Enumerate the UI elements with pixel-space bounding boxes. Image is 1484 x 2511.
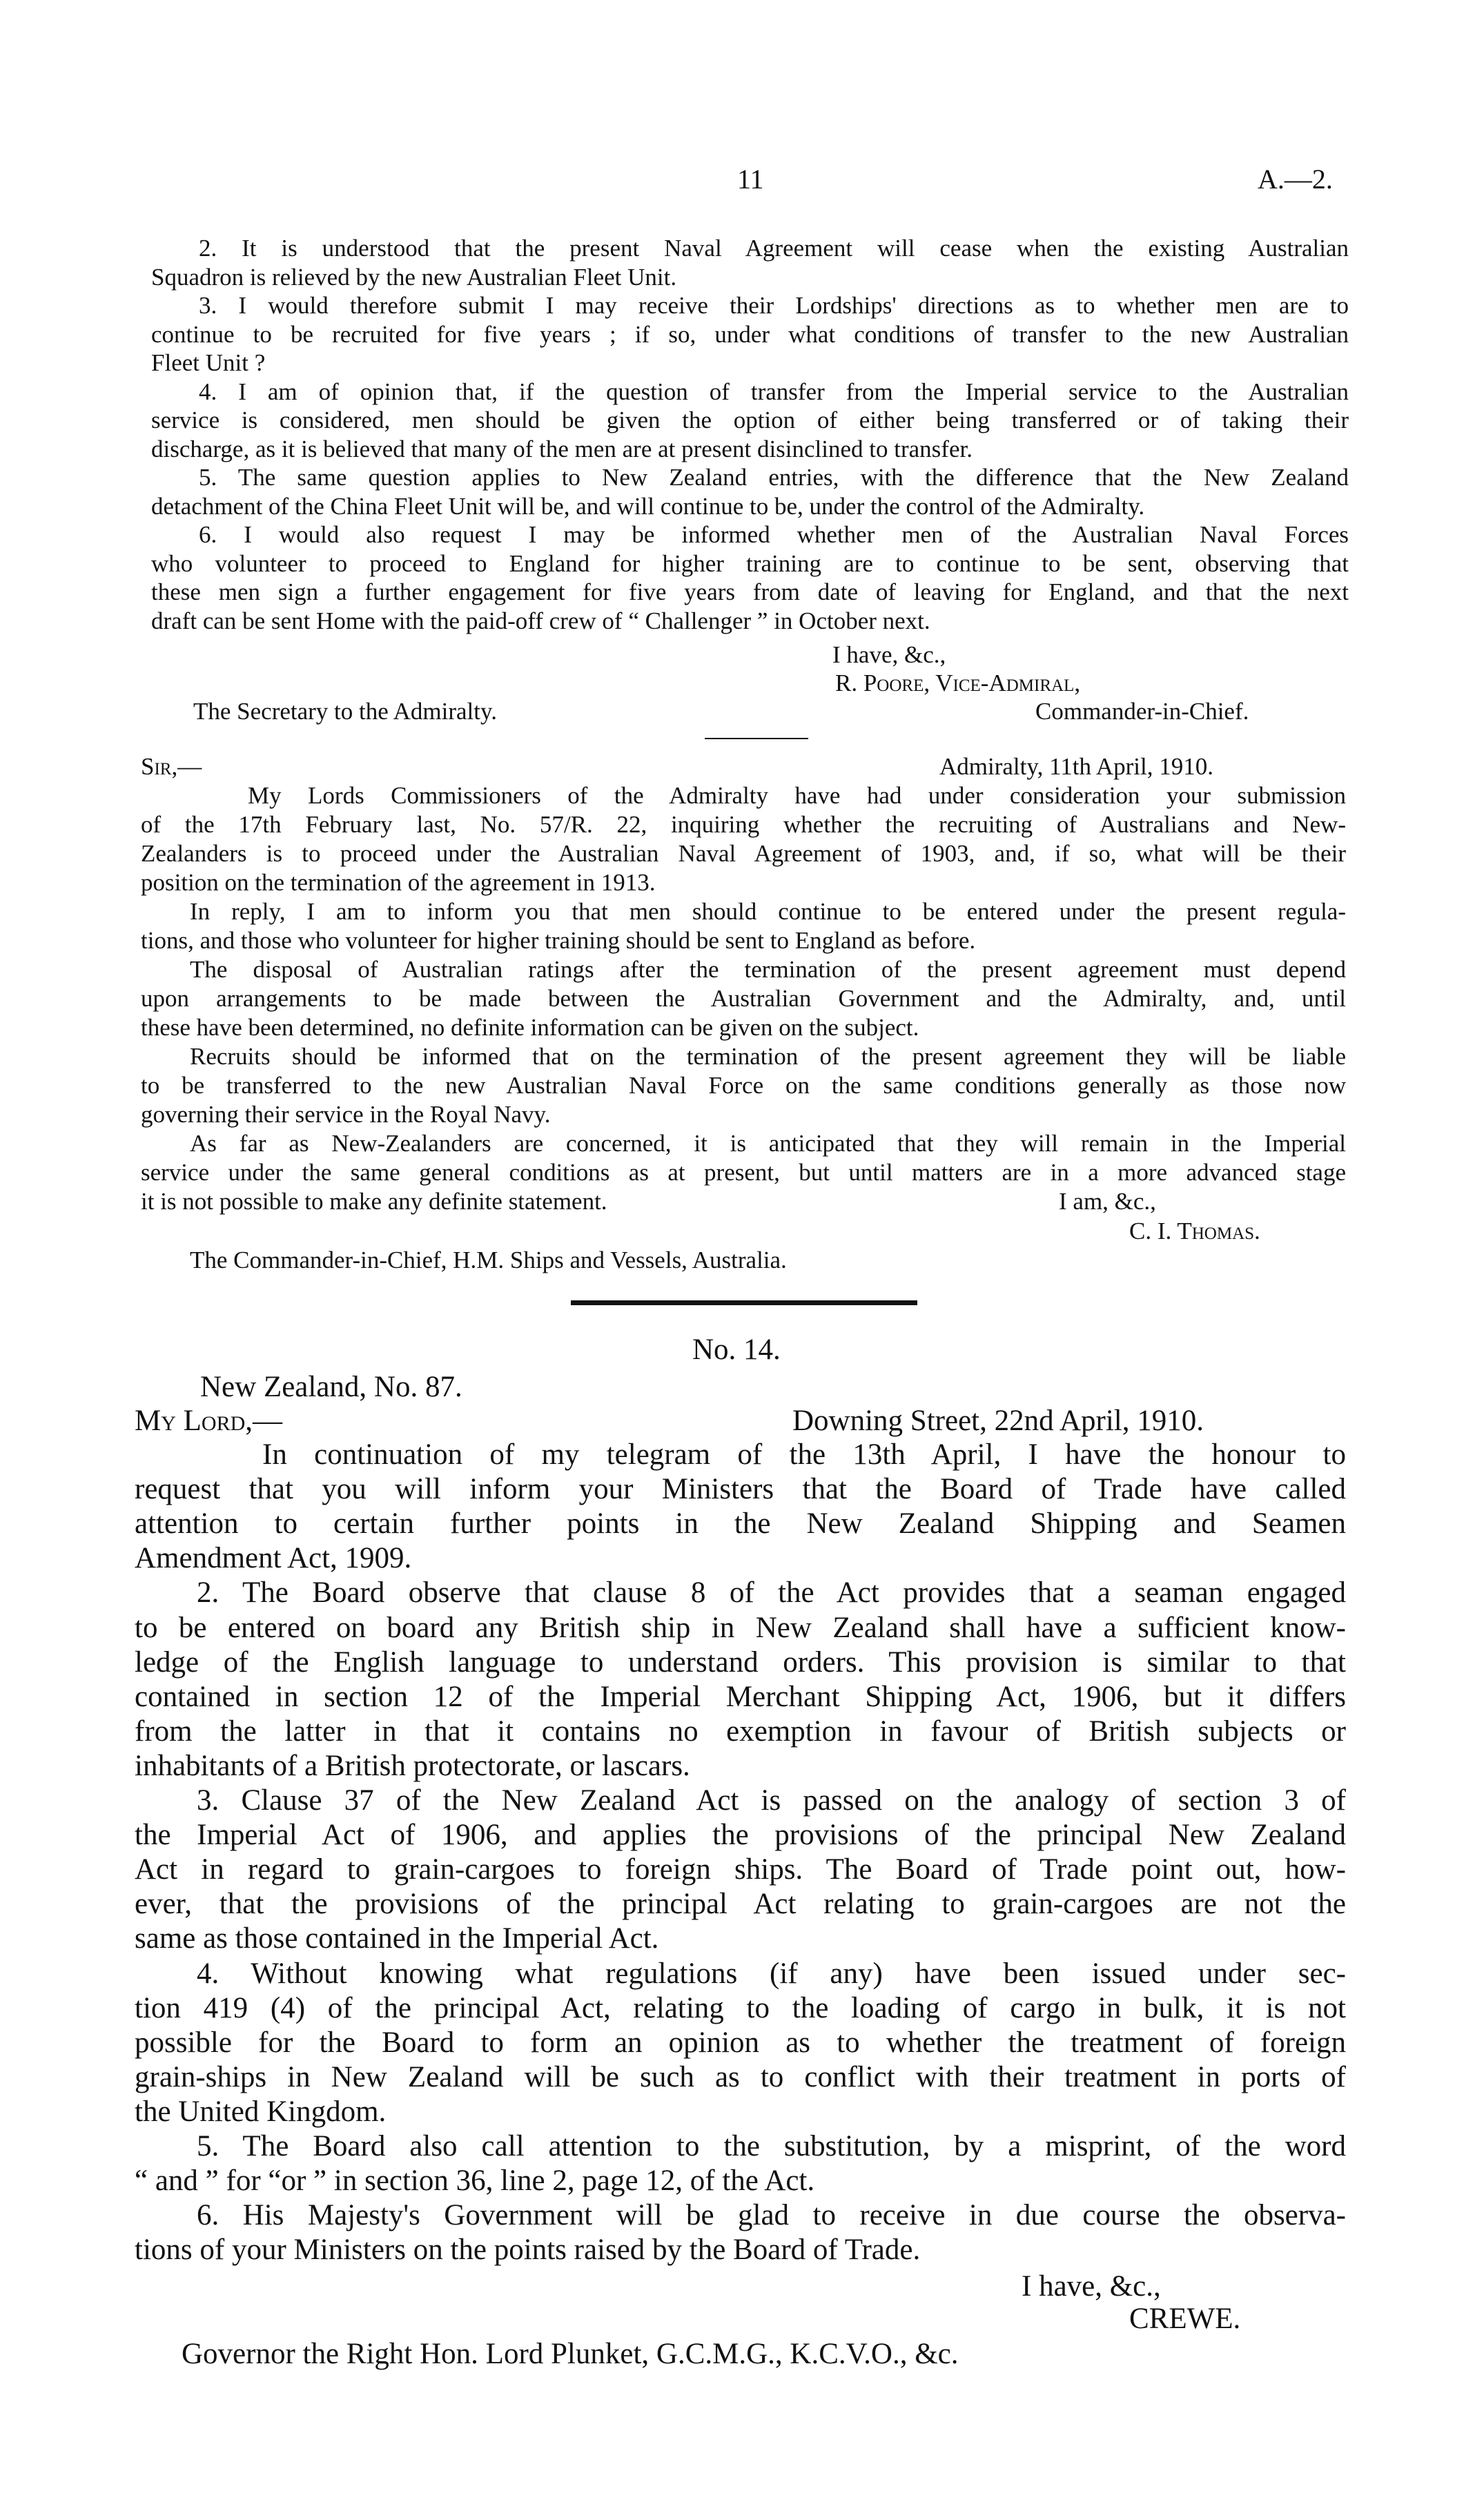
text-line: request that you will inform your Ministers that the Board of Trade have called [135,1473,1346,1506]
text-line: position on the termination of the agreement in 1913. [141,869,656,896]
text-line: these men sign a further engagement for five years from date of leaving for England, and that the next [151,578,1349,605]
date-line: Downing Street, 22nd April, 1910. [792,1405,1204,1437]
text-line: to be transferred to the new Australian Naval Force on the same conditions generally as those now [141,1072,1346,1099]
closing: I am, &c., [1059,1188,1156,1215]
section-divider [571,1300,917,1305]
text-line: Act in regard to grain-cargoes to foreign ships. The Board of Trade point out, how- [135,1853,1346,1886]
text-line: tion 419 (4) of the principal Act, relating to the loading of cargo in bulk, it is not [135,1991,1346,2024]
text-line: tions, and those who volunteer for higher training should be sent to England as before. [141,927,976,954]
addressee: The Commander-in-Chief, H.M. Ships and Vessels, Australia. [190,1247,787,1273]
text-line: Amendment Act, 1909. [135,1542,412,1575]
paper-reference: A.—2. [1258,164,1333,195]
text-line: Fleet Unit ? [151,349,266,376]
text-line: The disposal of Australian ratings after the termination of the present agreement must depend [190,956,1346,983]
text-line: upon arrangements to be made between the Australian Government and the Admiralty, and, until [141,985,1346,1012]
text-line: Recruits should be informed that on the termination of the present agreement they will be liable [190,1043,1346,1070]
text-line: to be entered on board any British ship in New Zealand shall have a sufficient know- [135,1611,1346,1644]
text-line: 3. Clause 37 of the New Zealand Act is passed on the analogy of section 3 of [197,1784,1346,1817]
text-line: 5. The Board also call attention to the substitution, by a misprint, of the word [197,2130,1346,2162]
text-line: As far as New-Zealanders are concerned, it is anticipated that they will remain in the Imperial [190,1130,1346,1157]
text-line: service under the same general conditions as at present, but until matters are in a more advanced stage [141,1159,1346,1186]
text-line: it is not possible to make any definite statement. [141,1188,607,1215]
text-line: “ and ” for “or ” in section 36, line 2, page 12, of the Act. [135,2165,815,2198]
date-line: Admiralty, 11th April, 1910. [939,753,1213,780]
text-line: same as those contained in the Imperial Act. [135,1922,659,1955]
text-line: governing their service in the Royal Navy. [141,1101,551,1128]
signature: C. I. Thomas. [1129,1218,1260,1244]
text-line: ever, that the provisions of the principal Act relating to grain-cargoes are not the [135,1888,1346,1921]
text-line: from the latter in that it contains no exemption in favour of British subjects or [135,1714,1346,1748]
text-line: of the 17th February last, No. 57/R. 22, inquiring whether the recruiting of Australians and New- [141,811,1346,838]
text-line: 4. Without knowing what regulations (if any) have been issued under sec- [197,1957,1346,1990]
text-line: 3. I would therefore submit I may receive their Lordships' directions as to whether men are to [199,292,1349,319]
closing: I have, &c., [1022,2270,1161,2303]
text-line: In continuation of my telegram of the 13th April, I have the honour to [262,1438,1346,1471]
text-line: Squadron is relieved by the new Australian Fleet Unit. [151,263,677,291]
text-line: continue to be recruited for five years ; if so, under what conditions of transfer to the new Australian [151,320,1349,348]
text-line: My Lords Commissioners of the Admiralty have had under consideration your submission [248,782,1346,809]
text-line: discharge, as it is believed that many of the men are at present disinclined to transfer. [151,435,973,462]
despatch-number: No. 14. [692,1333,781,1366]
text-line: 5. The same question applies to New Zealand entries, with the difference that the New Zealand [199,464,1349,491]
page-number: 11 [737,164,764,195]
text-line: 4. I am of opinion that, if the question of transfer from the Imperial service to the Australian [199,378,1349,405]
signature: R. Poore, Vice-Admiral, [835,670,1081,696]
signature-title: Commander-in-Chief. [1035,698,1249,725]
salutation: Sir,— [141,753,202,780]
divider [705,738,808,739]
text-line: Zealanders is to proceed under the Australian Naval Agreement of 1903, and, if so, what will be their [141,840,1346,867]
signature: CREWE. [1129,2303,1241,2335]
text-line: the United Kingdom. [135,2095,387,2128]
text-line: 2. It is understood that the present Naval Agreement will cease when the existing Australian [199,235,1349,262]
closing: I have, &c., [832,641,946,668]
text-line: these have been determined, no definite information can be given on the subject. [141,1014,919,1041]
addressee: Governor the Right Hon. Lord Plunket, G.C.M.G., K.C.V.O., &c. [182,2338,959,2370]
text-line: draft can be sent Home with the paid-off crew of “ Challenger ” in October next. [151,607,930,634]
text-line: tions of your Ministers on the points raised by the Board of Trade. [135,2234,921,2267]
despatch-reference: New Zealand, No. 87. [200,1371,462,1403]
text-line: the Imperial Act of 1906, and applies the provisions of the principal New Zealand [135,1819,1346,1852]
text-line: 6. His Majesty's Government will be glad to receive in due course the observa- [197,2199,1346,2232]
text-line: contained in section 12 of the Imperial Merchant Shipping Act, 1906, but it differs [135,1680,1346,1713]
text-line: 6. I would also request I may be informed whether men of the Australian Naval Forces [199,521,1349,548]
text-line: In reply, I am to inform you that men should continue to be entered under the present regula- [190,898,1346,925]
text-line: grain-ships in New Zealand will be such as to conflict with their treatment in ports of [135,2060,1346,2093]
text-line: inhabitants of a British protectorate, or lascars. [135,1749,690,1782]
text-line: attention to certain further points in the New Zealand Shipping and Seamen [135,1507,1346,1541]
text-line: ledge of the English language to understand orders. This provision is similar to that [135,1645,1346,1679]
text-line: 2. The Board observe that clause 8 of the Act provides that a seaman engaged [197,1576,1346,1610]
text-line: who volunteer to proceed to England for higher training are to continue to be sent, observing that [151,549,1349,577]
addressee: The Secretary to the Admiralty. [193,698,497,725]
salutation: My Lord,— [135,1405,283,1437]
text-line: possible for the Board to form an opinion as to whether the treatment of foreign [135,2026,1346,2059]
text-line: service is considered, men should be given the option of either being transferred or of taking their [151,407,1349,433]
text-line: detachment of the China Fleet Unit will be, and will continue to be, under the control of the Admiralty. [151,492,1145,520]
